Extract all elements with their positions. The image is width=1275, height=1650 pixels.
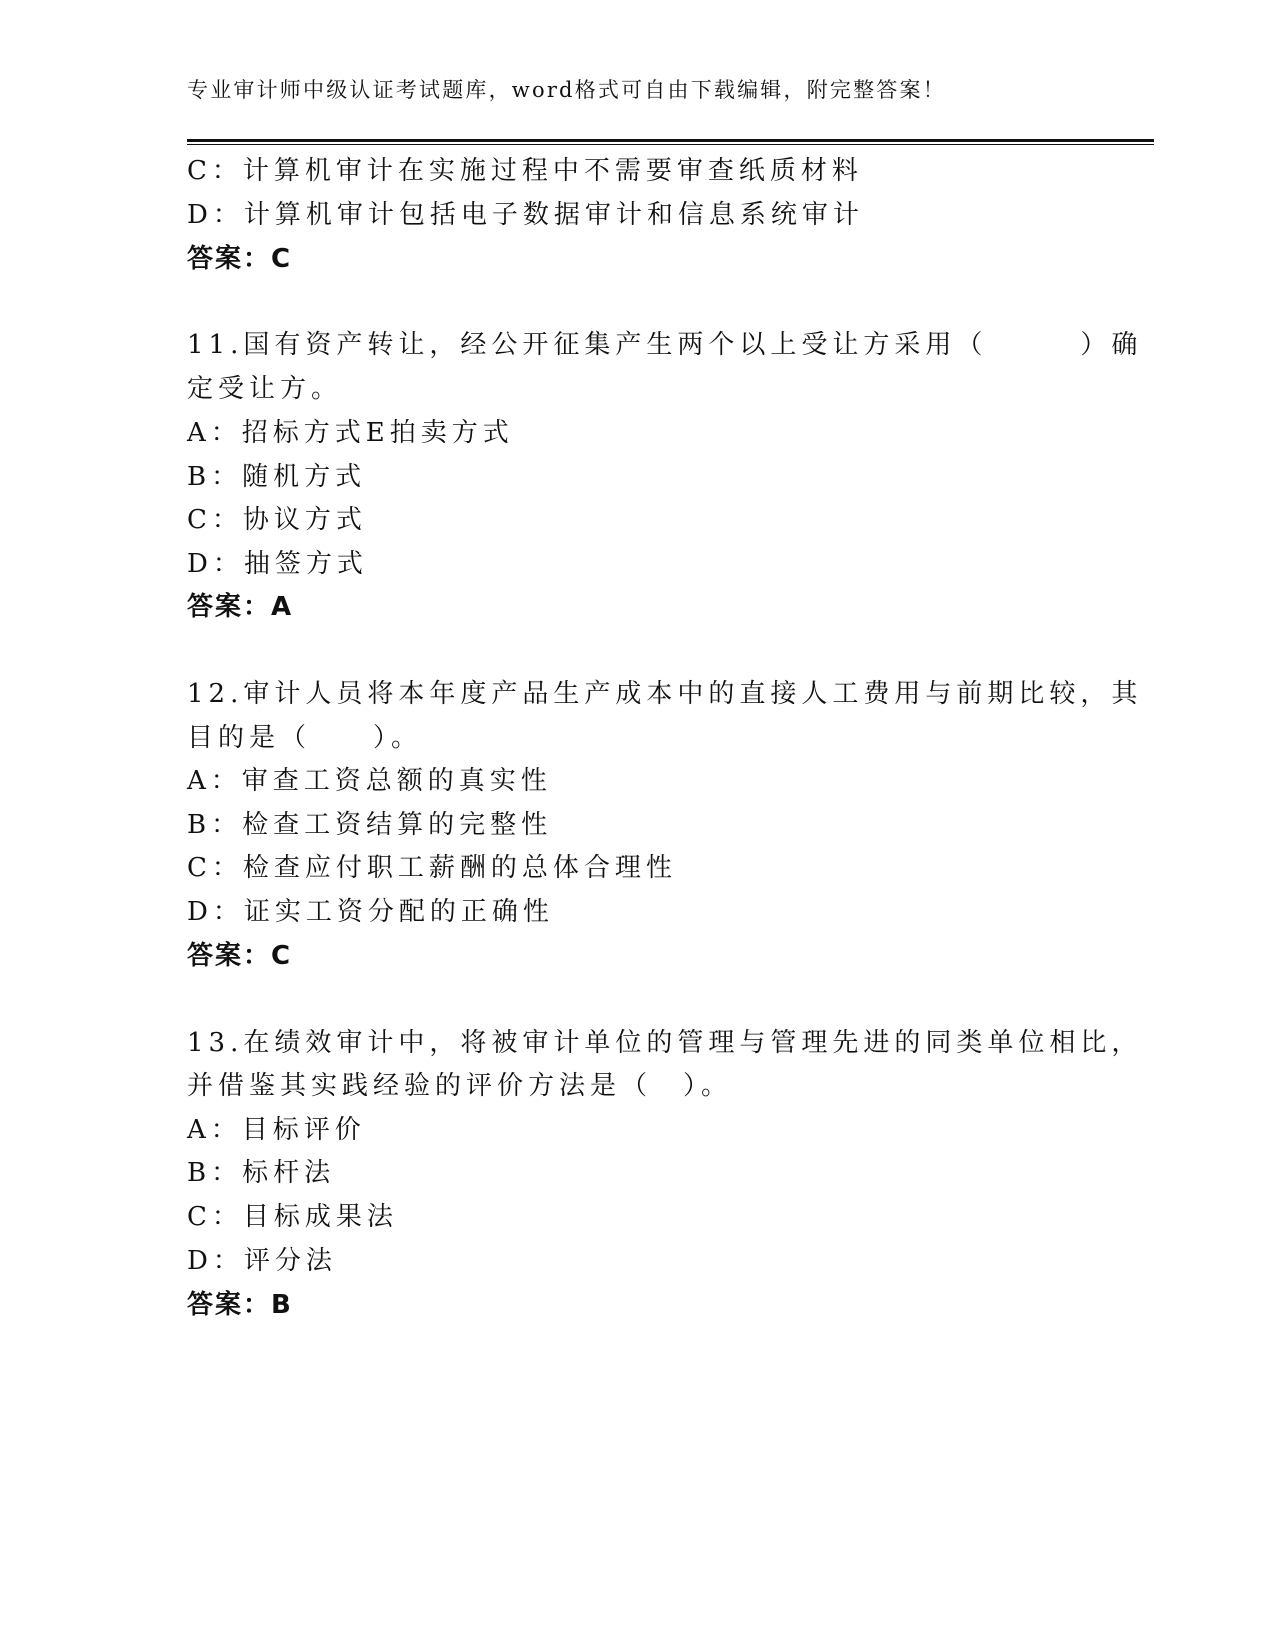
option-a: A：审查工资总额的真实性 — [187, 766, 552, 796]
header-rule-top — [187, 139, 1154, 142]
option-c: C：协议方式 — [187, 505, 367, 535]
answer: 答案：C — [187, 941, 293, 971]
option-a: A：目标评价 — [187, 1115, 366, 1145]
option-d: D：计算机审计包括电子数据审计和信息系统审计 — [187, 200, 864, 230]
question-13-cont: 并借鉴其实践经验的评价方法是（ ）。 — [187, 1071, 733, 1101]
option-b: B：标杆法 — [187, 1158, 336, 1188]
option-c: C：计算机审计在实施过程中不需要审查纸质材料 — [187, 156, 863, 186]
answer: 答案：A — [187, 592, 294, 622]
question-13: 13.在绩效审计中，将被审计单位的管理与管理先进的同类单位相比， — [187, 1028, 1143, 1058]
option-b: B：检查工资结算的完整性 — [187, 810, 553, 840]
question-12: 12.审计人员将本年度产品生产成本中的直接人工费用与前期比较，其 — [187, 679, 1143, 709]
header-rule-bottom — [187, 144, 1154, 145]
question-12-cont: 目的是（ ）。 — [187, 723, 423, 753]
option-d: D：抽签方式 — [187, 549, 368, 579]
option-a: A：招标方式E拍卖方式 — [187, 418, 514, 448]
option-c: C：检查应付职工薪酬的总体合理性 — [187, 853, 677, 883]
question-11-cont: 定受让方。 — [187, 374, 343, 404]
option-c: C：目标成果法 — [187, 1202, 398, 1232]
question-11: 11.国有资产转让，经公开征集产生两个以上受让方采用（ ）确 — [187, 330, 1143, 360]
option-d: D：评分法 — [187, 1246, 337, 1276]
option-b: B：随机方式 — [187, 462, 367, 492]
page-header: 专业审计师中级认证考试题库，word格式可自由下载编辑，附完整答案！ — [187, 78, 946, 102]
answer: 答案：B — [187, 1290, 293, 1320]
answer: 答案：C — [187, 244, 293, 274]
option-d: D：证实工资分配的正确性 — [187, 897, 554, 927]
